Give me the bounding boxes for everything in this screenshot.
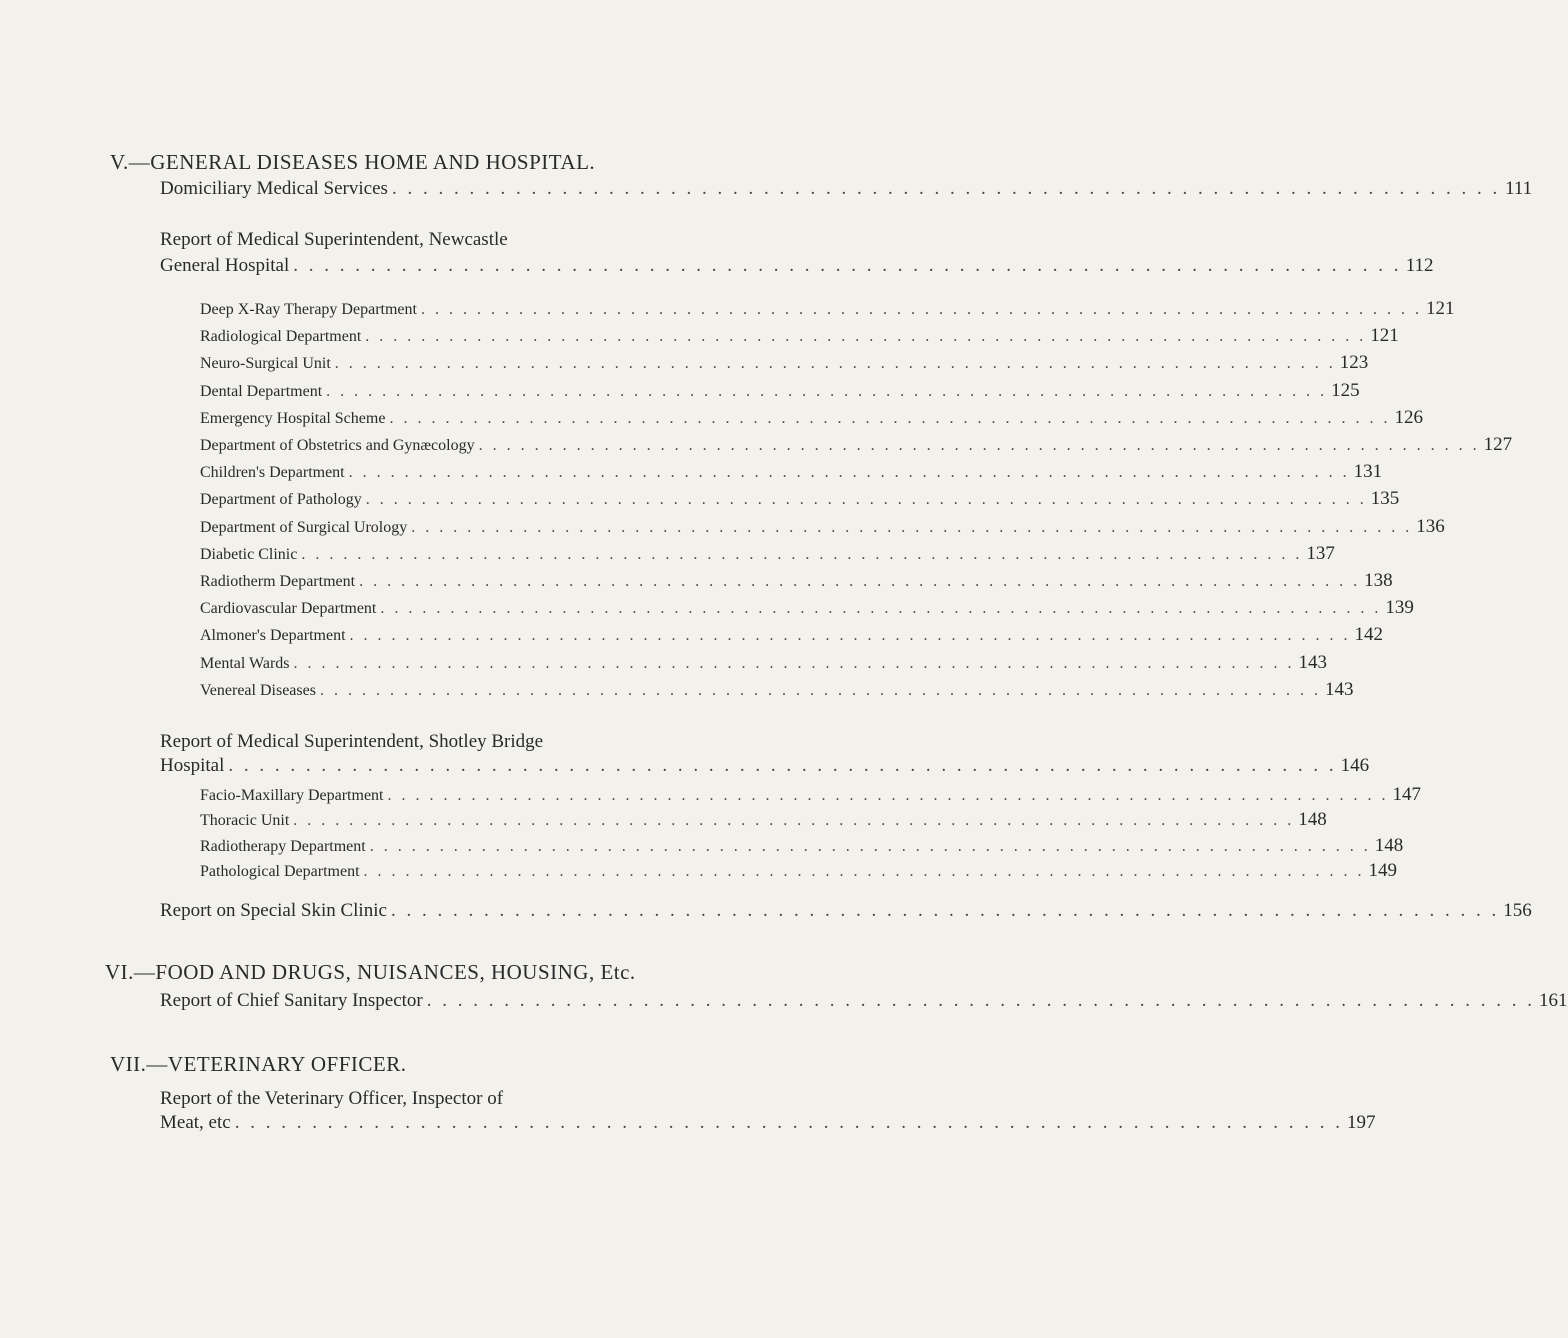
toc-subentry	[200, 325, 1399, 347]
page-number: 126	[1394, 406, 1423, 428]
subentry-label: Emergency Hospital Scheme	[200, 409, 386, 427]
page-number: 121	[1425, 298, 1455, 319]
page-number: 111	[1505, 178, 1533, 199]
subentry-label: Dental Department	[200, 382, 323, 400]
page-number: 161	[1539, 990, 1568, 1011]
leader-dots: . . . . . . . . . . . . . . . . . . . . . . . . . . . . . . . . . . . . . . . . . . . . . . . . . . . . . . . . . . . . . . . . . . . . . . . .	[389, 409, 1391, 427]
subentry-label: Department of Obstetrics and Gynæcology	[200, 437, 475, 454]
leader-dots: . . . . . . . . . . . . . . . . . . . . . . . . . . . . . . . . . . . . . . . . . . . . . . . . . . . . . . . . . . . . . . . . . . . . . . . .	[411, 518, 1413, 536]
leader-dots: . . . . . . . . . . . . . . . . . . . . . . . . . . . . . . . . . . . . . . . . . . . . . . . . . . . . . . . . . . . . . . . . . . . . . . . .	[363, 862, 1365, 880]
leader-dots: . . . . . . . . . . . . . . . . . . . . . . . . . . . . . . . . . . . . . . . . . . . . . . . . . . . . . . . . . . . . . . . . . . . . . . . .	[293, 654, 1295, 672]
subentry-label: Thoracic Unit	[200, 812, 290, 830]
toc-entry-shotley	[160, 755, 1370, 777]
page-number: 125	[1331, 379, 1360, 401]
page-number: 156	[1503, 900, 1532, 921]
page-number: 137	[1306, 542, 1335, 564]
subentry-label: Radiotherm Department	[200, 573, 356, 590]
toc-entry-newcastle	[160, 255, 1434, 277]
toc-subentry	[200, 461, 1383, 483]
subentry-label: Cardiovascular Department	[200, 600, 377, 618]
leader-dots: . . . . . . . . . . . . . . . . . . . . . . . . . . . . . . . . . . . . . . . . . . . . . . . . . . . . . . . . . . . . . . . . . . . . . . . .	[387, 787, 1389, 804]
toc-subentry	[200, 298, 1455, 320]
toc-subentry	[200, 406, 1423, 429]
toc-subentry	[200, 488, 1400, 510]
entry-label: Meat, etc	[160, 1112, 231, 1133]
toc-subentry	[200, 859, 1398, 882]
leader-dots: . . . . . . . . . . . . . . . . . . . . . . . . . . . . . . . . . . . . . . . . . . . . . . . . . . . . . . . . . . . . . . . . . . . . . . . .	[365, 328, 1367, 346]
toc-subentry	[200, 624, 1384, 646]
subentry-label: Department of Pathology	[200, 491, 362, 509]
page-number: 112	[1405, 255, 1434, 276]
subentry-label: Deep X-Ray Therapy Department	[200, 301, 417, 318]
toc-subentry	[200, 597, 1414, 619]
entry-label: Report of Chief Sanitary Inspector	[160, 990, 423, 1011]
subentry-label: Radiological Department	[200, 328, 362, 346]
leader-dots: . . . . . . . . . . . . . . . . . . . . . . . . . . . . . . . . . . . . . . . . . . . . . . . . . . . . . . . . . . . . . . . . . . . . . . . .	[426, 990, 1536, 1011]
toc-subentry	[200, 570, 1393, 592]
leader-dots: . . . . . . . . . . . . . . . . . . . . . . . . . . . . . . . . . . . . . . . . . . . . . . . . . . . . . . . . . . . . . . . . . . . . . . . .	[478, 437, 1480, 454]
leader-dots: . . . . . . . . . . . . . . . . . . . . . . . . . . . . . . . . . . . . . . . . . . . . . . . . . . . . . . . . . . . . . . . . . . . . . . . .	[365, 491, 1367, 509]
subentry-label: Department of Surgical Urology	[200, 518, 408, 536]
page-number: 139	[1385, 597, 1414, 619]
leader-dots: . . . . . . . . . . . . . . . . . . . . . . . . . . . . . . . . . . . . . . . . . . . . . . . . . . . . . . . . . . . . . . . . . . . . . . . .	[234, 1112, 1343, 1133]
section-v-heading: V.—GENERAL DISEASES HOME AND HOSPITAL.	[110, 150, 596, 174]
subentry-label: Diabetic Clinic	[200, 545, 298, 563]
toc-subentry	[200, 352, 1369, 374]
entry-label: Domiciliary Medical Services	[160, 178, 388, 199]
toc-entry-domiciliary	[160, 178, 1533, 200]
entry-label: Report on Special Skin Clinic	[160, 900, 387, 921]
leader-dots: . . . . . . . . . . . . . . . . . . . . . . . . . . . . . . . . . . . . . . . . . . . . . . . . . . . . . . . . . . . . . . . . . . . . . . . .	[334, 355, 1336, 373]
page-number: 197	[1346, 1112, 1376, 1133]
leader-dots: . . . . . . . . . . . . . . . . . . . . . . . . . . . . . . . . . . . . . . . . . . . . . . . . . . . . . . . . . . . . . . . . . . . . . . . .	[349, 627, 1351, 645]
page-number: 143	[1298, 651, 1328, 673]
page-number: 131	[1353, 461, 1383, 483]
page-number: 148	[1298, 809, 1327, 831]
toc-entry-sanitary-inspector	[160, 990, 1568, 1012]
toc-subentry	[200, 678, 1354, 701]
toc-entry-veterinary	[160, 1112, 1376, 1134]
toc-subentry	[200, 542, 1335, 565]
toc-entry-skin-clinic	[160, 900, 1532, 922]
toc-subentry	[200, 434, 1513, 456]
leader-dots: . . . . . . . . . . . . . . . . . . . . . . . . . . . . . . . . . . . . . . . . . . . . . . . . . . . . . . . . . . . . . . . . . . . . . . . .	[391, 178, 1501, 199]
section-vii-heading: VII.—VETERINARY OFFICER.	[110, 1052, 407, 1076]
shotley-report-line1: Report of Medical Superintendent, Shotley Bridge	[160, 731, 544, 752]
page-number: 138	[1364, 570, 1393, 591]
toc-subentry	[200, 834, 1404, 857]
entry-label: Hospital	[160, 755, 225, 776]
page-number: 149	[1368, 859, 1398, 881]
newcastle-report-line1: Report of Medical Superintendent, Newcastle	[160, 229, 508, 250]
leader-dots: . . . . . . . . . . . . . . . . . . . . . . . . . . . . . . . . . . . . . . . . . . . . . . . . . . . . . . . . . . . . . . . . . . . . . . . .	[380, 600, 1382, 618]
leader-dots: . . . . . . . . . . . . . . . . . . . . . . . . . . . . . . . . . . . . . . . . . . . . . . . . . . . . . . . . . . . . . . . . . . . . . . . .	[228, 755, 1337, 776]
page-number: 136	[1416, 515, 1445, 537]
subentry-label: Neuro-Surgical Unit	[200, 355, 331, 373]
leader-dots: . . . . . . . . . . . . . . . . . . . . . . . . . . . . . . . . . . . . . . . . . . . . . . . . . . . . . . . . . . . . . . . . . . . . . . . .	[348, 464, 1350, 482]
leader-dots: . . . . . . . . . . . . . . . . . . . . . . . . . . . . . . . . . . . . . . . . . . . . . . . . . . . . . . . . . . . . . . . . . . . . . . . .	[326, 382, 1328, 400]
leader-dots: . . . . . . . . . . . . . . . . . . . . . . . . . . . . . . . . . . . . . . . . . . . . . . . . . . . . . . . . . . . . . . . . . . . . . . . .	[390, 900, 1500, 921]
subentry-label: Pathological Department	[200, 862, 360, 880]
section-vi-heading: VI.—FOOD AND DRUGS, NUISANCES, HOUSING, Etc.	[105, 960, 636, 984]
subentry-label: Facio-Maxillary Department	[200, 787, 384, 804]
toc-subentry	[200, 784, 1421, 806]
subentry-label: Children's Department	[200, 464, 345, 482]
subentry-label: Venereal Diseases	[200, 681, 316, 699]
leader-dots: . . . . . . . . . . . . . . . . . . . . . . . . . . . . . . . . . . . . . . . . . . . . . . . . . . . . . . . . . . . . . . . . . . . . . . . .	[359, 573, 1361, 590]
page-number: 148	[1374, 834, 1404, 856]
page-number: 146	[1340, 755, 1370, 776]
page-number: 121	[1370, 325, 1399, 347]
leader-dots: . . . . . . . . . . . . . . . . . . . . . . . . . . . . . . . . . . . . . . . . . . . . . . . . . . . . . . . . . . . . . . . . . . . . . . . .	[293, 812, 1295, 830]
leader-dots: . . . . . . . . . . . . . . . . . . . . . . . . . . . . . . . . . . . . . . . . . . . . . . . . . . . . . . . . . . . . . . . . . . . . . . . .	[319, 681, 1321, 699]
page-number: 147	[1392, 784, 1421, 805]
page-number: 123	[1339, 352, 1369, 374]
leader-dots: . . . . . . . . . . . . . . . . . . . . . . . . . . . . . . . . . . . . . . . . . . . . . . . . . . . . . . . . . . . . . . . . . . . . . . . .	[301, 545, 1303, 563]
toc-subentry	[200, 515, 1445, 538]
page-number: 135	[1370, 488, 1400, 510]
leader-dots: . . . . . . . . . . . . . . . . . . . . . . . . . . . . . . . . . . . . . . . . . . . . . . . . . . . . . . . . . . . . . . . . . . . . . . . .	[369, 837, 1371, 855]
page-number: 142	[1354, 624, 1384, 646]
page-number: 127	[1483, 434, 1513, 455]
subentry-label: Radiotherapy Department	[200, 837, 366, 855]
veterinary-report-line1: Report of the Veterinary Officer, Inspector of	[160, 1088, 504, 1109]
toc-subentry	[200, 809, 1327, 831]
leader-dots: . . . . . . . . . . . . . . . . . . . . . . . . . . . . . . . . . . . . . . . . . . . . . . . . . . . . . . . . . . . . . . . . . . . . . . . .	[420, 301, 1422, 318]
subentry-label: Mental Wards	[200, 654, 290, 672]
page-number: 143	[1324, 678, 1354, 700]
toc-subentry	[200, 379, 1360, 402]
entry-label: General Hospital	[160, 255, 290, 276]
leader-dots: . . . . . . . . . . . . . . . . . . . . . . . . . . . . . . . . . . . . . . . . . . . . . . . . . . . . . . . . . . . . . . . . . . . . . . . .	[293, 255, 1402, 276]
toc-subentry	[200, 651, 1328, 674]
subentry-label: Almoner's Department	[200, 627, 346, 645]
